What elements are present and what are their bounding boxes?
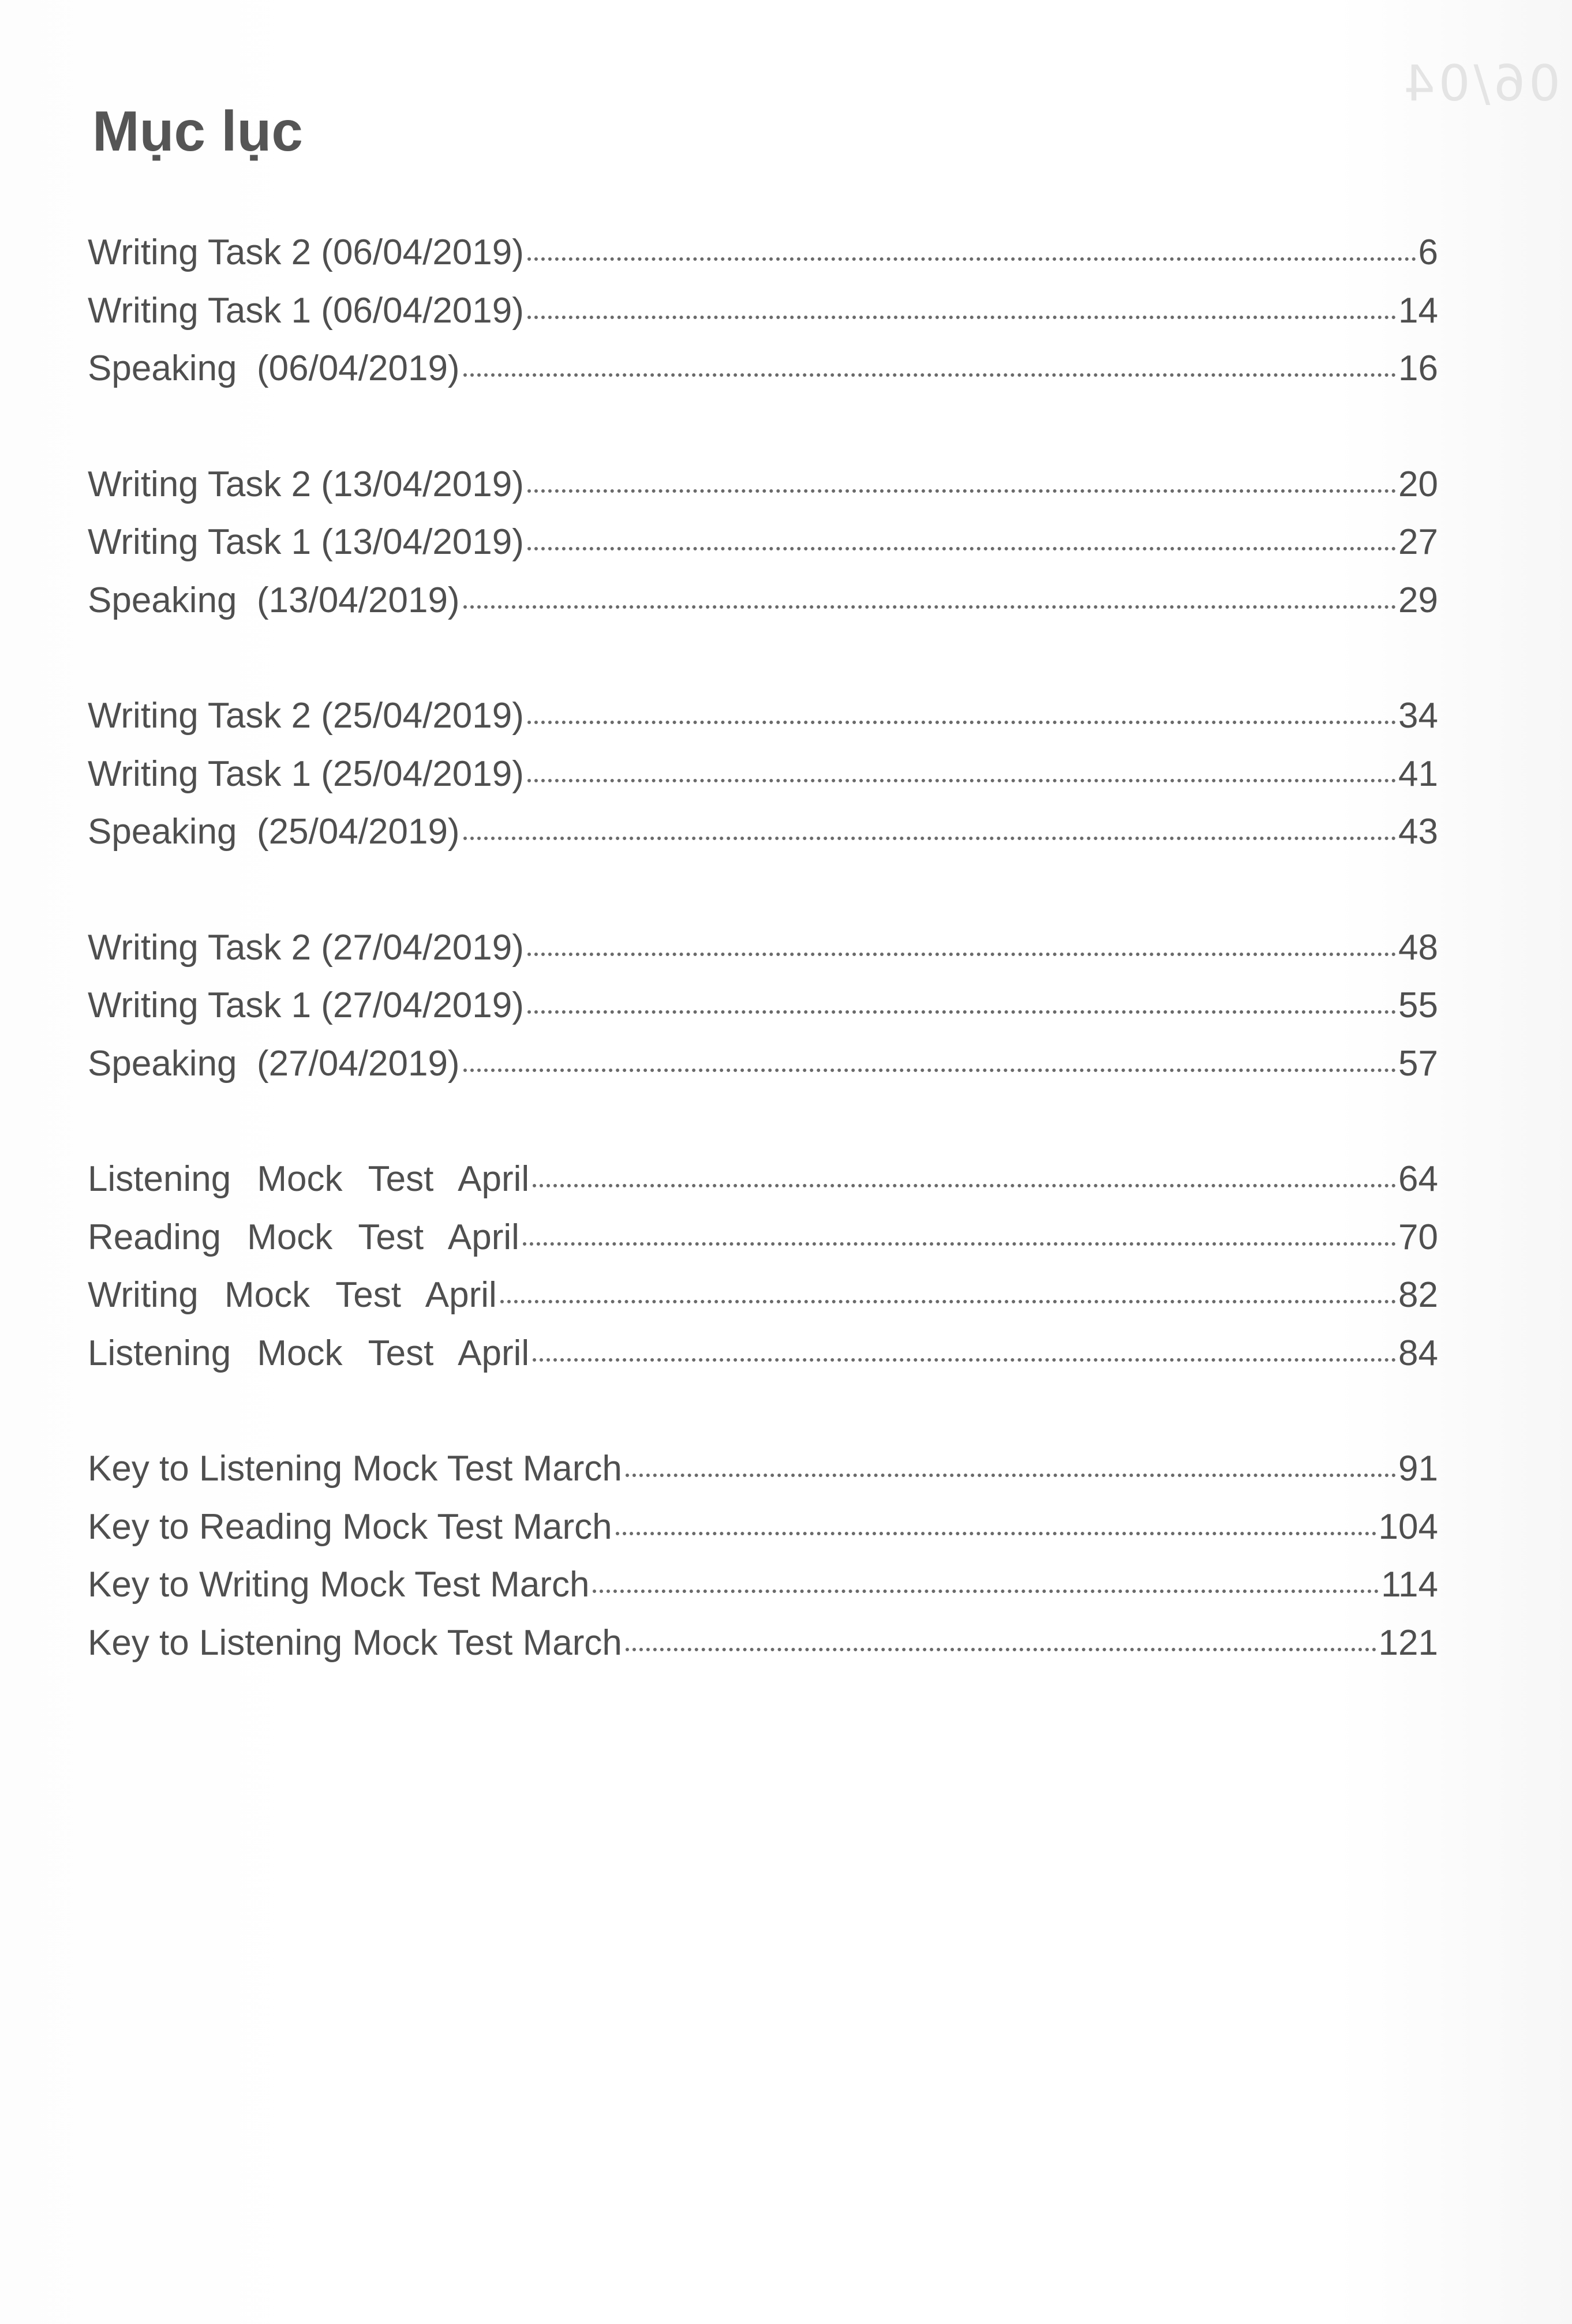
toc-entry-label: Speaking (06/04/2019) — [88, 348, 460, 388]
toc-entry-label: Listening Mock Test April — [88, 1159, 530, 1199]
toc-entry-page: 6 — [1418, 233, 1438, 272]
toc-entry[interactable] — [88, 1035, 1438, 1093]
toc-entry-page: 14 — [1398, 290, 1438, 331]
toc-entry[interactable] — [88, 340, 1438, 398]
toc-entry[interactable] — [88, 1266, 1438, 1325]
toc-entry-label: Listening Mock Test April — [88, 1333, 530, 1373]
toc-entry[interactable] — [88, 977, 1438, 1035]
toc-entry[interactable] — [88, 572, 1438, 630]
toc-entry-label: Writing Task 1 (13/04/2019) — [88, 522, 524, 562]
toc-entry[interactable] — [88, 1150, 1438, 1209]
toc-group-27-04 — [88, 919, 1438, 1093]
toc-entry[interactable] — [88, 1614, 1438, 1673]
toc-entry-page: 55 — [1398, 985, 1438, 1025]
dot-leader — [500, 1300, 1396, 1303]
toc-entry-label: Speaking (25/04/2019) — [88, 812, 460, 852]
dot-leader — [626, 1648, 1376, 1651]
toc-entry-label: Reading Mock Test April — [88, 1217, 519, 1257]
toc-entry-page: 48 — [1398, 927, 1438, 968]
dot-leader — [463, 1069, 1396, 1072]
toc-entry[interactable] — [88, 1498, 1438, 1557]
dot-leader — [527, 489, 1396, 493]
toc-entry-page: 27 — [1398, 522, 1438, 562]
toc-entry[interactable] — [88, 456, 1438, 514]
toc-entry-label: Writing Task 2 (25/04/2019) — [88, 696, 524, 736]
toc-entry-page: 41 — [1398, 754, 1438, 794]
toc-entry-label: Writing Task 2 (27/04/2019) — [88, 927, 524, 968]
toc-entry[interactable] — [88, 919, 1438, 977]
toc-entry-page: 121 — [1378, 1622, 1438, 1663]
toc-entry-page: 114 — [1381, 1565, 1438, 1605]
toc-entry-page: 29 — [1398, 580, 1438, 620]
dot-leader — [463, 837, 1396, 840]
dot-leader — [527, 721, 1396, 724]
dot-leader — [533, 1184, 1396, 1187]
toc-entry-page: 104 — [1378, 1506, 1438, 1547]
toc-entry-label: Key to Listening Mock Test March — [88, 1449, 622, 1489]
dot-leader — [533, 1358, 1396, 1362]
toc-entry-label: Writing Mock Test April — [88, 1275, 497, 1315]
table-of-contents — [88, 224, 1438, 1672]
toc-entry[interactable] — [88, 687, 1438, 745]
toc-entry-page: 91 — [1398, 1449, 1438, 1489]
toc-entry[interactable] — [88, 1556, 1438, 1614]
dot-leader — [527, 316, 1396, 319]
toc-entry[interactable] — [88, 282, 1438, 340]
toc-entry-label: Writing Task 1 (27/04/2019) — [88, 985, 524, 1025]
toc-entry-label: Key to Writing Mock Test March — [88, 1565, 590, 1605]
bleed-through-text: 06/04 — [1400, 55, 1560, 113]
toc-entry-label: Writing Task 1 (06/04/2019) — [88, 290, 524, 331]
toc-entry[interactable] — [88, 1209, 1438, 1267]
toc-entry-page: 34 — [1398, 696, 1438, 736]
toc-group-keys-march — [88, 1440, 1438, 1672]
toc-entry-page: 64 — [1398, 1159, 1438, 1199]
toc-entry-label: Key to Reading Mock Test March — [88, 1506, 612, 1547]
toc-group-13-04 — [88, 456, 1438, 630]
toc-entry[interactable] — [88, 513, 1438, 572]
toc-entry-label: Speaking (27/04/2019) — [88, 1043, 460, 1084]
toc-entry-page: 82 — [1398, 1275, 1438, 1315]
dot-leader — [463, 373, 1396, 377]
toc-entry-page: 70 — [1398, 1217, 1438, 1257]
toc-entry[interactable] — [88, 224, 1438, 282]
toc-entry-label: Key to Listening Mock Test March — [88, 1622, 622, 1663]
dot-leader — [527, 1010, 1396, 1014]
dot-leader — [626, 1474, 1396, 1477]
toc-entry-page: 16 — [1398, 348, 1438, 388]
toc-group-mock-tests-april — [88, 1150, 1438, 1382]
toc-entry-label: Speaking (13/04/2019) — [88, 580, 460, 620]
toc-entry[interactable] — [88, 745, 1438, 804]
toc-entry-label: Writing Task 1 (25/04/2019) — [88, 754, 524, 794]
toc-entry-label: Writing Task 2 (13/04/2019) — [88, 464, 524, 504]
dot-leader — [527, 779, 1396, 782]
toc-entry-page: 20 — [1398, 464, 1438, 504]
dot-leader — [616, 1532, 1376, 1535]
dot-leader — [463, 605, 1396, 609]
toc-entry[interactable] — [88, 803, 1438, 861]
toc-entry-label: Writing Task 2 (06/04/2019) — [88, 233, 524, 272]
toc-entry-page: 43 — [1398, 812, 1438, 852]
dot-leader — [527, 547, 1396, 550]
toc-entry[interactable] — [88, 1440, 1438, 1498]
dot-leader — [527, 953, 1396, 956]
page-title: Mục lục — [92, 99, 303, 163]
dot-leader — [527, 257, 1416, 261]
dot-leader — [523, 1242, 1396, 1246]
toc-group-25-04 — [88, 687, 1438, 861]
toc-group-06-04 — [88, 224, 1438, 398]
toc-entry-page: 84 — [1398, 1333, 1438, 1373]
toc-entry[interactable] — [88, 1325, 1438, 1383]
toc-entry-page: 57 — [1398, 1043, 1438, 1084]
dot-leader — [593, 1590, 1379, 1593]
